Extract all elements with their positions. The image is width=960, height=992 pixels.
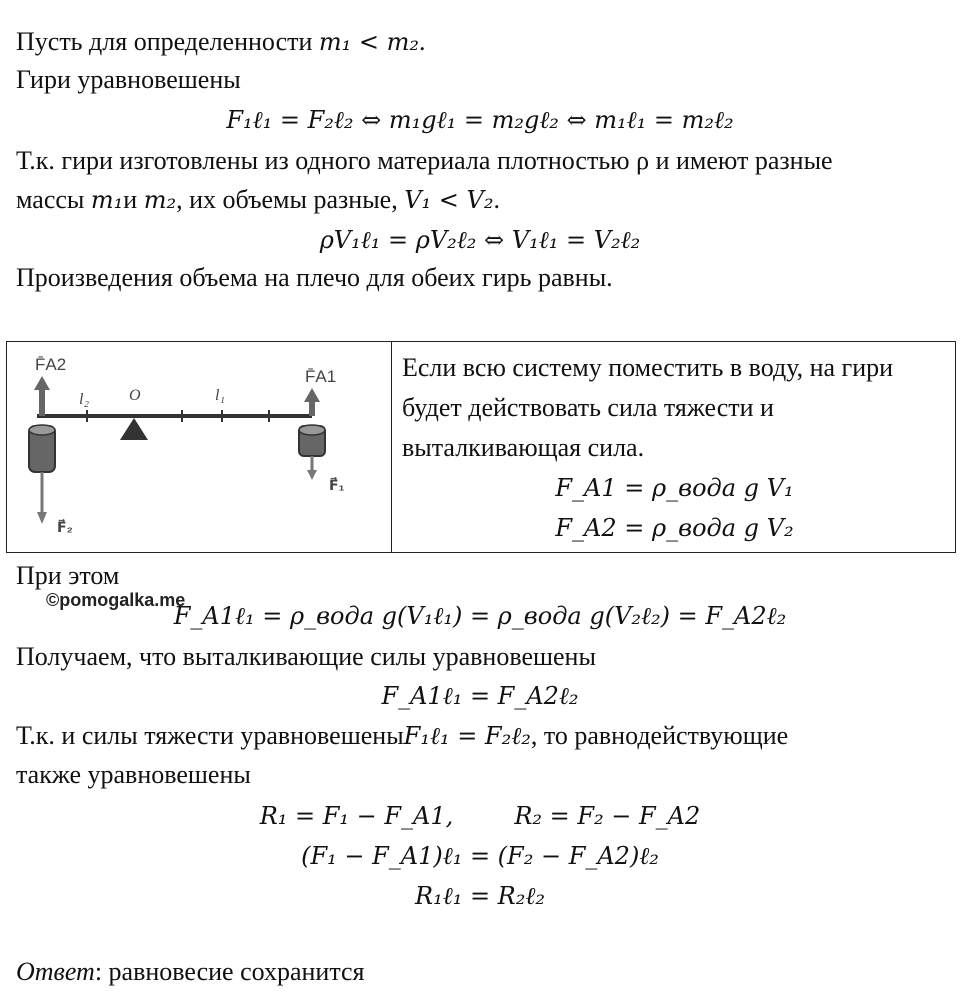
- equation-1: F₁ℓ₁ = F₂ℓ₂ ⇔ m₁gℓ₁ = m₂gℓ₂ ⇔ m₁ℓ₁ = m₂ℓ₂: [226, 106, 734, 134]
- material-v: V₁ < V₂: [404, 186, 494, 214]
- material-line2-d: .: [493, 185, 500, 214]
- box-line-3: выталкивающая сила.: [402, 433, 645, 462]
- explanation-cell: [392, 342, 956, 553]
- f1-arrow-icon: [307, 470, 317, 480]
- equation-7: R₁ℓ₁ = R₂ℓ₂: [415, 882, 545, 910]
- lever-figure: [7, 342, 391, 552]
- answer-label: Ответ: [16, 957, 95, 986]
- watermark: ©pomogalka.me: [46, 590, 186, 610]
- box-line-2: будет действовать сила тяжести и: [402, 393, 774, 422]
- gravity-line-1: [16, 720, 788, 751]
- figure-box: [6, 341, 956, 553]
- f2-arrow-icon: [37, 512, 47, 524]
- label-l1: l₁: [215, 387, 226, 404]
- material-line2-a: массы: [16, 185, 91, 214]
- label-l2: l₂: [79, 391, 90, 408]
- equation-6: (F₁ − F_A1)ℓ₁ = (F₂ − F_A2)ℓ₂: [301, 842, 659, 870]
- material-line-2: [16, 184, 500, 215]
- equation-2: ρV₁ℓ₁ = ρV₂ℓ₂ ⇔ V₁ℓ₁ = V₂ℓ₂: [319, 226, 641, 254]
- equation-3: F_A1ℓ₁ = ρ_вода g(V₁ℓ₁) = ρ_вода g(V₂ℓ₂) = F_A2ℓ₂: [173, 602, 787, 630]
- gravity-part-1: Т.к. и силы тяжести уравновешены: [16, 721, 404, 750]
- label-f1: F⃗₁: [329, 477, 345, 493]
- assumption-text: Пусть для определенности: [16, 27, 319, 56]
- label-f2: F⃗₂: [57, 519, 73, 535]
- buoyant-balanced-text: Получаем, что выталкивающие силы уравновешены: [16, 642, 596, 671]
- answer-line: [16, 956, 365, 987]
- gravity-part-2: , то равнодействующие: [530, 721, 789, 750]
- fa1-arrow-icon: [304, 388, 320, 402]
- box-line-1: Если всю систему поместить в воду, на гири: [402, 353, 894, 382]
- label-fa1: F̄A1: [305, 367, 337, 386]
- fa2-arrow-icon: [34, 376, 50, 390]
- material-m2: m₂: [143, 186, 177, 214]
- assumption-math: m₁ < m₂: [318, 28, 420, 56]
- equation-4: F_A1ℓ₁ = F_A2ℓ₂: [381, 682, 579, 710]
- weights-balanced-text: Гири уравновешены: [16, 65, 241, 94]
- fulcrum-icon: [120, 418, 148, 440]
- at-that-text: При этом: [16, 561, 120, 590]
- box-formula-2: F_A2 = ρ_вода g V₂: [555, 514, 794, 542]
- assumption-end: .: [419, 27, 426, 56]
- assumption-line: [16, 26, 426, 57]
- gravity-line-2: также уравновешены: [16, 760, 251, 789]
- label-o: O: [129, 387, 141, 404]
- gravity-math: F₁ℓ₁ = F₂ℓ₂: [403, 722, 531, 750]
- material-line-1: Т.к. гири изготовлены из одного материала плотностью ρ и имеют разные: [16, 146, 833, 175]
- box-formula-1: F_A1 = ρ_вода g V₁: [555, 474, 794, 502]
- material-m1: m₁: [90, 186, 124, 214]
- label-fa2: F̄A2: [35, 355, 67, 374]
- material-line2-b: и: [123, 185, 144, 214]
- products-equal-text: Произведения объема на плечо для обеих гирь равны.: [16, 263, 613, 292]
- material-line2-c: , их объемы разные,: [176, 185, 405, 214]
- answer-text: : равновесие сохранится: [94, 957, 365, 986]
- equation-5: R₁ = F₁ − F_A1, R₂ = F₂ − F_A2: [259, 802, 701, 830]
- figure-cell: [7, 342, 392, 553]
